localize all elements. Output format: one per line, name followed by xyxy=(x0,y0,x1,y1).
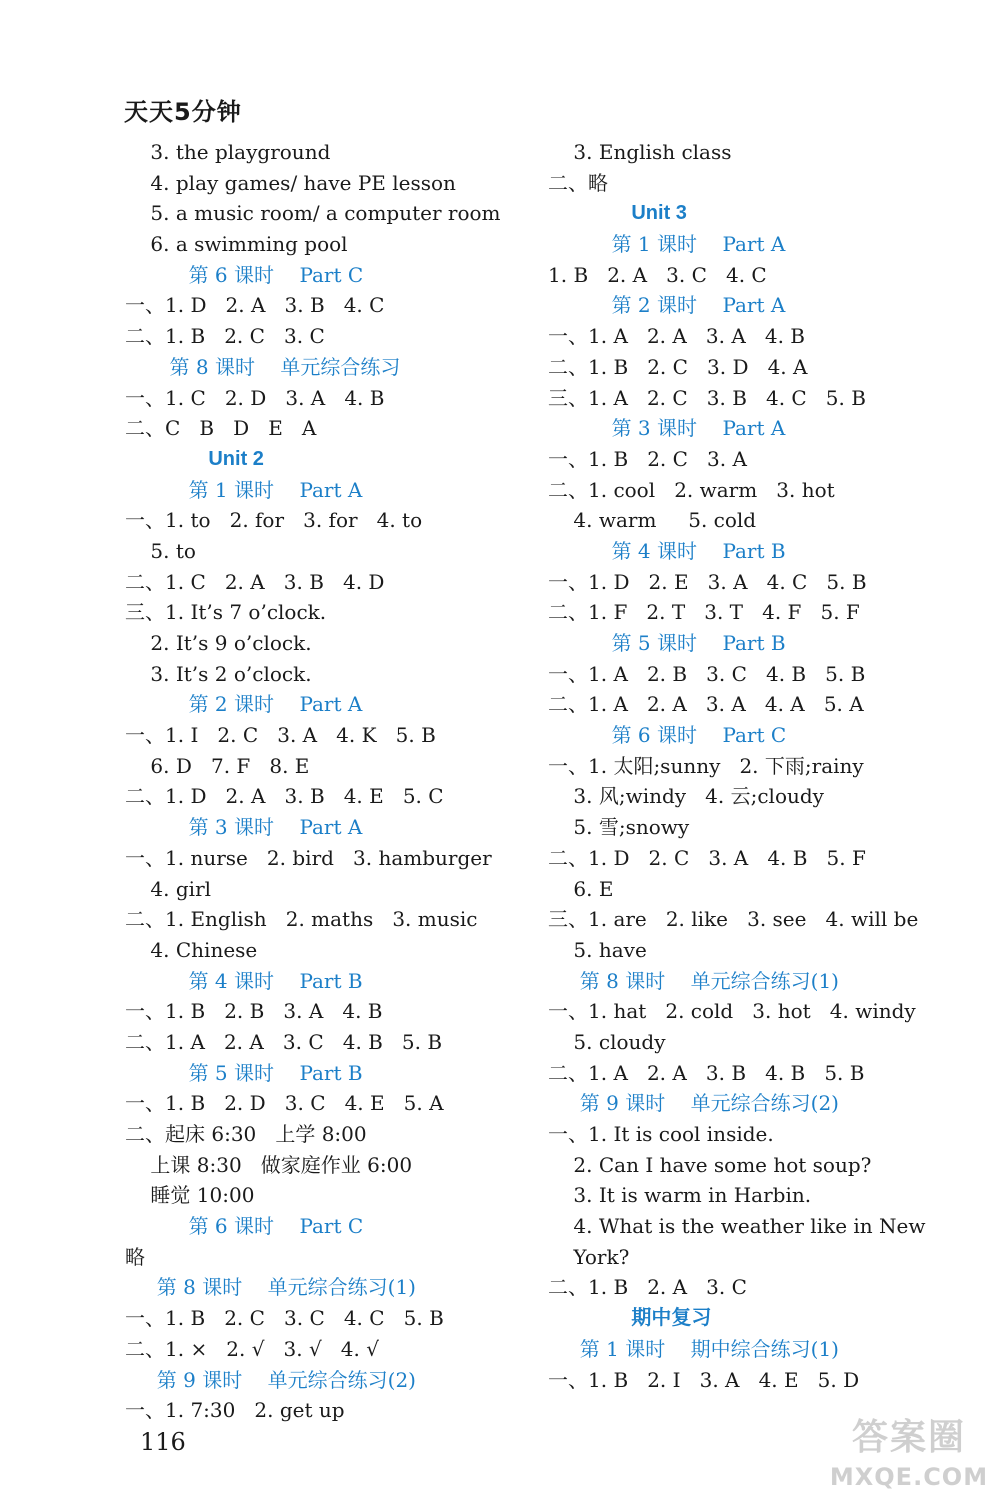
answer-line: 5. cloudy xyxy=(548,1029,666,1054)
answer-line: 5. 雪;snowy xyxy=(548,815,690,840)
answer-line: 略 xyxy=(125,1244,145,1269)
section-heading: 第 6 课时 Part C xyxy=(125,262,364,287)
answer-line: 1. B 2. A 3. C 4. C xyxy=(548,262,767,287)
answer-line: 4. warm 5. cold xyxy=(548,508,757,533)
answer-column-left xyxy=(125,137,525,1426)
section-heading: 第 1 课时 Part A xyxy=(548,232,786,257)
page-header-title: 天天5分钟 xyxy=(124,98,242,126)
answer-line: 一、1. B 2. B 3. A 4. B xyxy=(125,999,383,1024)
answer-column-right xyxy=(548,137,968,1395)
answer-line: 一、1. A 2. A 3. A 4. B xyxy=(548,324,806,349)
answer-line: 一、1. It is cool inside. xyxy=(548,1122,774,1146)
answer-line: 二、1. C 2. A 3. B 4. D xyxy=(125,569,385,594)
section-heading: 期中复习 xyxy=(548,1307,712,1330)
section-heading: 第 3 课时 Part A xyxy=(548,416,786,441)
answer-line: 3. It’s 2 o’clock. xyxy=(125,661,312,686)
answer-line: 二、1. A 2. A 3. C 4. B 5. B xyxy=(125,1029,443,1054)
answer-line: 上课 8:30 做家庭作业 6:00 xyxy=(125,1152,413,1177)
section-heading: 第 2 课时 Part A xyxy=(548,293,786,318)
answer-line: 3. 风;windy 4. 云;cloudy xyxy=(548,784,824,809)
answer-line: 3. the playground xyxy=(125,140,331,164)
answer-line: 二、1. B 2. C 3. C xyxy=(125,324,325,349)
answer-line: 一、1. 7:30 2. get up xyxy=(125,1398,345,1423)
answer-line: 一、1. B 2. C 3. A xyxy=(548,446,747,471)
answer-line: 一、1. nurse 2. bird 3. hamburger xyxy=(125,845,492,870)
answer-line: 一、1. I 2. C 3. A 4. K 5. B xyxy=(125,723,436,748)
answer-line: 二、1. A 2. A 3. A 4. A 5. A xyxy=(548,692,864,717)
answer-line: 二、1. A 2. A 3. B 4. B 5. B xyxy=(548,1060,865,1085)
section-heading: 第 6 课时 Part C xyxy=(548,723,787,748)
answer-line: 一、1. B 2. C 3. C 4. C 5. B xyxy=(125,1306,444,1331)
answer-line: 三、1. are 2. like 3. see 4. will be xyxy=(548,907,919,932)
answer-line: 一、1. hat 2. cold 3. hot 4. windy xyxy=(548,999,916,1024)
answer-line: 6. D 7. F 8. E xyxy=(125,753,310,778)
answer-line: 三、1. A 2. C 3. B 4. C 5. B xyxy=(548,385,866,410)
section-heading: 第 8 课时 单元综合练习 xyxy=(125,354,401,379)
answer-line: 一、1. 太阳;sunny 2. 下雨;rainy xyxy=(548,753,864,778)
answer-line: 一、1. D 2. E 3. A 4. C 5. B xyxy=(548,569,867,594)
answer-line: 5. to xyxy=(125,538,196,563)
answer-line: 4. play games/ have PE lesson xyxy=(125,170,456,195)
answer-line: 二、1. × 2. √ 3. √ 4. √ xyxy=(125,1336,379,1361)
answer-line: 3. It is warm in Harbin. xyxy=(548,1183,812,1208)
answer-line: 一、1. D 2. A 3. B 4. C xyxy=(125,293,385,318)
watermark-logo xyxy=(824,1414,994,1504)
answer-line: 二、1. B 2. A 3. C xyxy=(548,1275,747,1300)
answer-line: 二、1. F 2. T 3. T 4. F 5. F xyxy=(548,600,860,625)
answer-line: 4. What is the weather like in New xyxy=(548,1214,926,1239)
answer-line: 二、略 xyxy=(548,170,608,195)
section-heading: 第 3 课时 Part A xyxy=(125,815,363,840)
answer-line: 三、1. It’s 7 o’clock. xyxy=(125,600,327,625)
answer-line: 5. have xyxy=(548,937,647,962)
answer-line: 二、1. English 2. maths 3. music xyxy=(125,907,478,932)
section-heading: 第 1 课时 期中综合练习(1) xyxy=(548,1336,839,1361)
answer-line: 二、1. B 2. C 3. D 4. A xyxy=(548,354,808,379)
answer-line: 二、1. D 2. C 3. A 4. B 5. F xyxy=(548,845,866,870)
answer-line: 二、C B D E A xyxy=(125,416,317,441)
answer-line: 6. a swimming pool xyxy=(125,232,348,257)
answer-line: 睡觉 10:00 xyxy=(125,1183,255,1208)
answer-line: 一、1. B 2. I 3. A 4. E 5. D xyxy=(548,1367,860,1392)
section-heading: 第 5 课时 Part B xyxy=(548,631,786,655)
section-heading: 第 5 课时 Part B xyxy=(125,1060,363,1085)
section-heading: 第 8 课时 单元综合练习(1) xyxy=(548,968,839,993)
answer-line: 2. Can I have some hot soup? xyxy=(548,1152,872,1177)
section-heading: Unit 3 xyxy=(548,202,687,225)
answer-line: 二、1. cool 2. warm 3. hot xyxy=(548,477,835,502)
page-number: 116 xyxy=(140,1428,186,1456)
answer-line: 3. English class xyxy=(548,140,732,164)
answer-line: 2. It’s 9 o’clock. xyxy=(125,631,312,655)
section-heading: 第 9 课时 单元综合练习(2) xyxy=(548,1091,839,1116)
section-heading: 第 4 课时 Part B xyxy=(125,968,363,993)
answer-line: 二、起床 6:30 上学 8:00 xyxy=(125,1122,367,1146)
section-heading: 第 9 课时 单元综合练习(2) xyxy=(125,1367,416,1392)
answer-line: 一、1. A 2. B 3. C 4. B 5. B xyxy=(548,661,866,686)
answer-line: 一、1. to 2. for 3. for 4. to xyxy=(125,508,423,533)
section-heading: 第 2 课时 Part A xyxy=(125,692,363,717)
answer-line: 二、1. D 2. A 3. B 4. E 5. C xyxy=(125,784,444,809)
section-heading: 第 4 课时 Part B xyxy=(548,538,786,563)
answer-line: 一、1. B 2. D 3. C 4. E 5. A xyxy=(125,1091,444,1116)
section-heading: Unit 2 xyxy=(125,447,264,470)
section-heading: 第 8 课时 单元综合练习(1) xyxy=(125,1275,416,1300)
answer-line: 4. girl xyxy=(125,876,212,901)
watermark-text: 答案圈 xyxy=(851,1417,966,1458)
answer-line: 4. Chinese xyxy=(125,937,258,962)
answer-line: York? xyxy=(548,1244,630,1269)
watermark-domain: MXQE.COM xyxy=(829,1463,989,1491)
answer-line: 一、1. C 2. D 3. A 4. B xyxy=(125,385,385,410)
section-heading: 第 6 课时 Part C xyxy=(125,1214,364,1239)
section-heading: 第 1 课时 Part A xyxy=(125,477,363,502)
answer-line: 6. E xyxy=(548,876,614,901)
answer-line: 5. a music room/ a computer room xyxy=(125,201,501,226)
